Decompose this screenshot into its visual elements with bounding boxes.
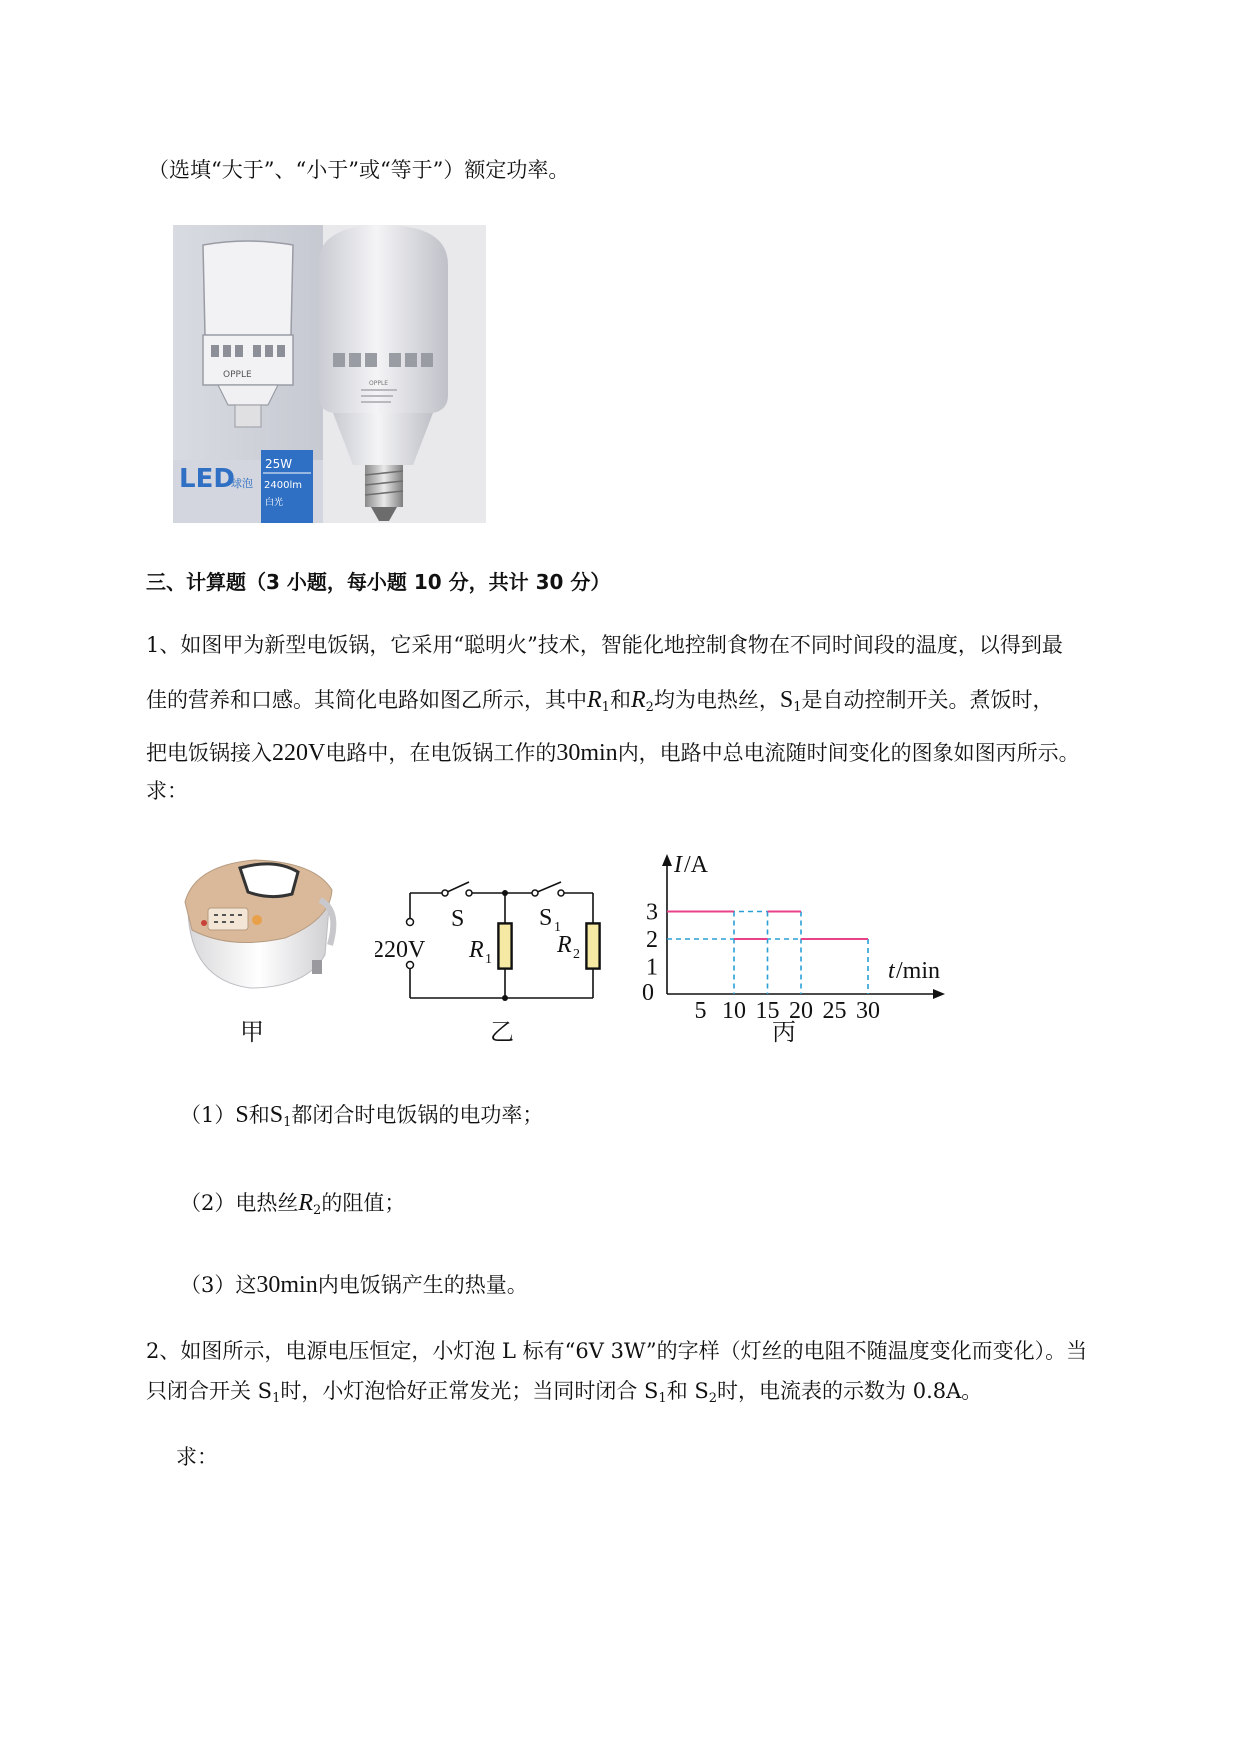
y-tick-label: 2: [646, 927, 658, 953]
bulb-brand-text: OPPLE: [369, 380, 389, 387]
rice-cooker-illustration: [180, 850, 345, 995]
q1-line-3-text-a: 把电饭锅接入: [146, 741, 272, 765]
graph-svg: [640, 848, 960, 1020]
q1-line-2-text-b: 和: [609, 688, 631, 712]
lumen-text: 2400lm: [264, 480, 302, 491]
origin-label: 0: [642, 980, 654, 1006]
y-axis-label-unit: /A: [684, 852, 708, 878]
r2-symbol-2: R: [298, 1190, 314, 1216]
sub-question-2: [180, 1188, 405, 1226]
q1-line-2-text-c: 均为电热丝，: [653, 688, 780, 712]
current-time-graph: [640, 848, 960, 1020]
switch-s-label: S: [451, 906, 465, 932]
figure-c-caption: 丙: [772, 1018, 796, 1046]
y-tick-label: 3: [646, 899, 658, 926]
x-tick-label: 5: [694, 998, 707, 1020]
s1-subscript-2: 1: [283, 1115, 292, 1130]
q2-s1-subscript-2: 1: [658, 1391, 667, 1406]
sub-question-1-number: （1）: [180, 1103, 236, 1127]
figure-b-caption: 乙: [490, 1018, 514, 1046]
x-axis-label-unit: /min: [896, 958, 941, 984]
sub-question-1: [180, 1100, 543, 1138]
led-sub-text: 球泡: [231, 477, 253, 490]
q1-line-2-text-d: 是自动控制开关。煮饭时，: [801, 688, 1054, 712]
q1-line-3: [146, 738, 1080, 768]
rice-cooker-figure: [180, 850, 345, 995]
sub-question-2-text-b: 的阻值；: [321, 1191, 406, 1215]
circuit-diagram: [375, 868, 615, 1018]
power-text: 25W: [265, 457, 293, 471]
time-value-2: 30min: [256, 1272, 318, 1298]
q1-line-3-text-c: 内，电路中总电流随时间变化的图象如图丙所示。: [617, 741, 1080, 765]
x-tick-label: 20: [789, 998, 813, 1020]
led-bulb-illustration: [173, 225, 486, 523]
switch-s1-label: S: [539, 905, 553, 931]
q2-line-1: 2、如图所示，电源电压恒定，小灯泡 L 标有“6V 3W”的字样（灯丝的电阻不随温度变化而变化）。当: [146, 1339, 1088, 1363]
sub-question-1-text-a: 和: [248, 1103, 270, 1127]
r2-symbol: R: [630, 687, 646, 713]
r1-symbol: R: [587, 687, 602, 713]
fill-in-instruction: （选填“大于”、“小于”或“等于”）额定功率。: [148, 158, 570, 182]
s-symbol: S: [235, 1102, 249, 1128]
x-tick-label: 10: [722, 998, 746, 1020]
switch-s1-subscript: 1: [554, 920, 561, 935]
source-voltage-label: 220V: [375, 937, 426, 963]
voltage-value: 220V: [272, 740, 326, 766]
x-tick-label: 25: [822, 998, 847, 1020]
y-tick-label: 1: [646, 954, 658, 981]
q2-s1-subscript: 1: [272, 1391, 281, 1406]
s1-symbol: S: [779, 687, 794, 713]
q2-line-2-text-b: 时，小灯泡恰好正常发光；当同时闭合 S: [280, 1379, 659, 1403]
time-value: 30min: [556, 740, 618, 766]
figure-a-caption: 甲: [240, 1018, 264, 1046]
sub-question-3: [180, 1270, 528, 1300]
box-brand-text: OPPLE: [223, 370, 252, 380]
x-axis-label-symbol: t: [888, 958, 895, 984]
r2-label: R: [557, 932, 572, 958]
q2-line-2-text-d: 时，电流表的示数为 0.8A。: [717, 1379, 983, 1403]
s1-symbol-2: S: [269, 1102, 284, 1128]
sub-question-1-text-b: 都闭合时电饭锅的电功率；: [291, 1103, 544, 1127]
x-tick-label: 15: [755, 998, 780, 1020]
q1-line-2: [146, 685, 1054, 723]
x-tick-label: 30: [856, 998, 880, 1020]
r1-subscript: 1: [601, 700, 610, 715]
sub-question-3-text-b: 内电饭锅产生的热量。: [317, 1273, 528, 1297]
q2-line-2-text-a: 只闭合开关 S: [146, 1379, 273, 1403]
q2-line-2: [146, 1376, 982, 1414]
q1-line-2-text-a: 佳的营养和口感。其简化电路如图乙所示，其中: [146, 688, 587, 712]
led-label-text: LED: [179, 464, 235, 494]
r2-label-subscript: 2: [573, 947, 580, 962]
s1-subscript: 1: [793, 700, 802, 715]
r1-label-subscript: 1: [485, 952, 492, 967]
q1-line-1: 1、如图甲为新型电饭锅，它采用“聪明火”技术，智能化地控制食物在不同时间段的温度，以得到最: [146, 633, 1063, 657]
led-bulb-photo: [173, 225, 486, 523]
q2-s2-subscript: 2: [708, 1391, 718, 1406]
x-axis-arrow: [933, 989, 945, 999]
q2-line-2-text-c: 和 S: [666, 1379, 709, 1403]
r2-subscript: 2: [645, 700, 654, 715]
r2-subscript-2: 2: [313, 1203, 322, 1218]
section-title: 三、计算题（3 小题，每小题 10 分，共计 30 分）: [146, 570, 611, 594]
y-axis-arrow: [662, 854, 672, 866]
y-axis-label-symbol: I: [674, 852, 682, 878]
q1-line-4: 求：: [146, 779, 188, 803]
color-text: 白光: [265, 498, 284, 508]
sub-question-3-text-a: （3）这: [180, 1273, 257, 1297]
q1-line-3-text-b: 电路中，在电饭锅工作的: [325, 741, 557, 765]
q2-line-3: 求：: [176, 1445, 218, 1469]
sub-question-2-text-a: （2）电热丝: [180, 1191, 299, 1215]
circuit-svg: [375, 868, 615, 1018]
r1-label: R: [469, 937, 484, 963]
